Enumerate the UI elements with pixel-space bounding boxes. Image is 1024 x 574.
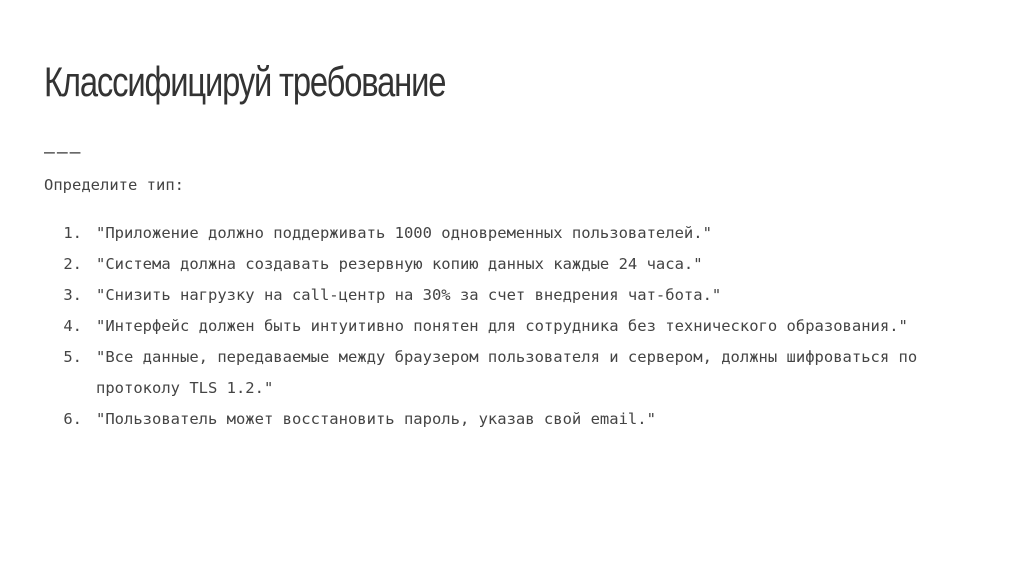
list-item-text: "Снизить нагрузку на call-центр на 30% за счет внедрения чат-бота." <box>96 286 722 304</box>
list-item-number: 4. <box>63 317 82 335</box>
list-item <box>44 280 944 311</box>
list-item <box>44 342 944 404</box>
prompt-text: Определите тип: <box>44 176 184 194</box>
list-item-text: "Интерфейс должен быть интуитивно понятен для сотрудника без технического образования." <box>96 317 908 335</box>
list-item-number: 5. <box>63 348 82 366</box>
list-item-number: 2. <box>63 255 82 273</box>
slide-title: Классифицируй требование <box>44 58 446 105</box>
list-item-text: "Пользователь может восстановить пароль, указав свой email." <box>96 410 656 428</box>
list-item-text: "Система должна создавать резервную копию данных каждые 24 часа." <box>96 255 703 273</box>
title-divider: ——— <box>44 142 83 163</box>
list-item-number: 6. <box>63 410 82 428</box>
list-item <box>44 311 944 342</box>
requirements-list <box>44 218 944 435</box>
list-item-number: 3. <box>63 286 82 304</box>
list-item-text: "Все данные, передаваемые между браузером пользователя и сервером, должны шифроваться по протоколу TLS 1.2." <box>96 348 927 397</box>
list-item-number: 1. <box>63 224 82 242</box>
list-item-text: "Приложение должно поддерживать 1000 одновременных пользователей." <box>96 224 712 242</box>
list-item <box>44 218 944 249</box>
list-item <box>44 404 944 435</box>
list-item <box>44 249 944 280</box>
